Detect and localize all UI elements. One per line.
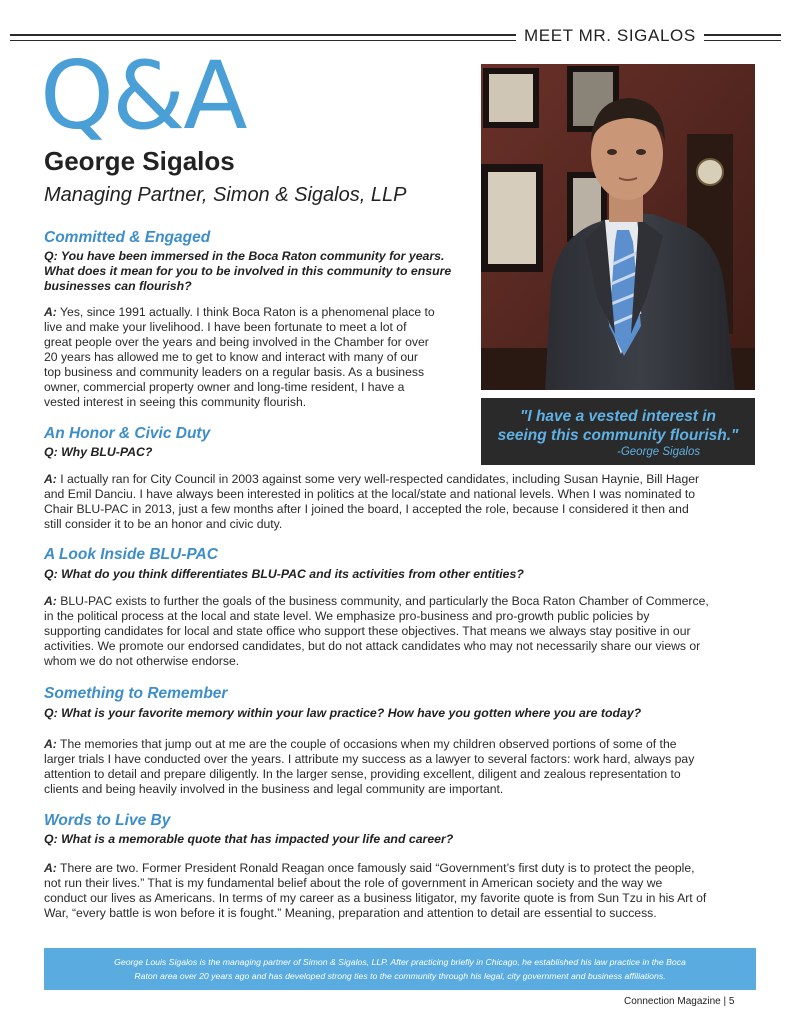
question-honor	[44, 445, 474, 460]
answer-remember	[44, 737, 756, 797]
answer-line: 20 years has allowed me to get to know and interact with many of our	[44, 350, 418, 364]
header-rule-left-thin	[10, 40, 516, 41]
answer-words	[44, 861, 756, 921]
pull-quote-line: seeing this community flourish."	[497, 427, 739, 444]
portrait-illustration	[481, 64, 755, 390]
question-line: Q: What is your favorite memory within your law practice? How have you gotten where you are today?	[44, 706, 642, 720]
answer-line	[44, 305, 474, 320]
answer-line	[44, 594, 756, 609]
answer-line: activities. We promote our endorsed candidates, but do not attack candidates who may not necessarily share our views or	[44, 639, 701, 653]
answer-line	[44, 861, 756, 876]
answer-line: clients and being heavily involved in the business and legal community are important.	[44, 782, 504, 796]
answer-label: A:	[44, 305, 57, 319]
answer-line: larger trials I have conducted over the years. I attribute my success as a lawyer to several factors: work hard, always pay	[44, 752, 695, 766]
qa-title-mark: Q&A	[40, 42, 246, 151]
answer-line: supporting candidates for local and state office who support these objectives. That means we always stay positive in our	[44, 624, 691, 638]
question-line: What does it mean for you to be involved in this community to ensure	[44, 264, 452, 278]
bio-bar	[44, 948, 756, 990]
answer-committed	[44, 305, 474, 410]
answer-line: top business and community leaders on a regular basis. As a business	[44, 365, 425, 379]
question-line: Q: You have been immersed in the Boca Raton community for years.	[44, 249, 445, 263]
answer-inside	[44, 594, 756, 669]
answer-label: A:	[44, 861, 57, 875]
question-committed	[44, 249, 474, 294]
bio-line: Raton area over 20 years ago and has developed strong ties to the community through his legal, city government and business affiliations.	[134, 971, 666, 981]
question-line: Q: What do you think differentiates BLU-PAC and its activities from other entities?	[44, 567, 524, 581]
question-line: businesses can flourish?	[44, 279, 192, 293]
answer-line: owner, commercial property owner and long-time resident, I have a	[44, 380, 405, 394]
answer-text: BLU-PAC exists to further the goals of the business community, and particularly the Boca Raton Chamber of Commerce,	[56, 594, 709, 608]
bio-text	[64, 955, 736, 983]
answer-text: There are two. Former President Ronald Reagan once famously said “Government’s first duty is to protect the people,	[56, 861, 695, 875]
answer-text: Yes, since 1991 actually. I think Boca Raton is a phenomenal place to	[56, 305, 435, 319]
answer-line: in the political process at the local and state level. We emphasize pro-business and pro-growth public policies by	[44, 609, 650, 623]
answer-line	[44, 472, 756, 487]
pull-quote-author: -George Sigalos	[617, 446, 701, 458]
question-inside	[44, 567, 756, 582]
question-line: Q: Why BLU-PAC?	[44, 445, 153, 459]
portrait-photo	[481, 64, 755, 390]
answer-line: vested interest in seeing this community flourish.	[44, 395, 307, 409]
answer-label: A:	[44, 737, 57, 751]
bio-line: George Louis Sigalos is the managing partner of Simon & Sigalos, LLP. After practicing briefly in Chicago, he established his law practice in the Boca	[114, 957, 686, 967]
answer-line: War, “every battle is won before it is fought.” Meaning, preparation and attention to detail are essential to success.	[44, 906, 657, 920]
header-rule-right-thin	[704, 40, 781, 41]
section-heading-words: Words to Live By	[44, 812, 171, 829]
answer-line: not run their lives.” That is my fundamental belief about the role of government in American society and the way we	[44, 876, 663, 890]
section-heading-committed: Committed & Engaged	[44, 229, 211, 246]
answer-line: whom we do not otherwise endorse.	[44, 654, 240, 668]
question-words	[44, 832, 756, 847]
answer-line: live and make your livelihood. I have been fortunate to meet a lot of	[44, 320, 407, 334]
answer-honor	[44, 472, 756, 532]
answer-text: The memories that jump out at me are the couple of occasions when my children observed portions of some of the	[56, 737, 677, 751]
header-rule-left	[10, 34, 516, 36]
page-footer: Connection Magazine | 5	[624, 996, 735, 1007]
person-name: George Sigalos	[44, 146, 235, 176]
section-heading-inside: A Look Inside BLU-PAC	[44, 546, 218, 563]
answer-line: attention to detail and prepare diligently. In the larger sense, providing excellent, diligent and zealous representation to	[44, 767, 681, 781]
answer-line: great people over the years and being involved in the Chamber for over	[44, 335, 429, 349]
answer-line: and Emil Danciu. I have always been interested in politics at the local/state and national levels. When I was nominated to	[44, 487, 696, 501]
answer-line	[44, 737, 756, 752]
answer-line: Chair BLU-PAC in 2013, just a few months after I joined the board, I accepted the role, because I considered it then and	[44, 502, 689, 516]
question-remember	[44, 706, 756, 721]
answer-line: still consider it to be an honor and civic duty.	[44, 517, 283, 531]
header-rule-right	[704, 34, 781, 36]
section-title: MEET MR. SIGALOS	[524, 26, 696, 45]
pull-quote-line: "I have a vested interest in	[519, 408, 716, 425]
answer-text: I actually ran for City Council in 2003 against some very well-respected candidates, including Susan Haynie, Bill Hager	[56, 472, 700, 486]
pull-quote-box	[481, 398, 755, 465]
section-heading-honor: An Honor & Civic Duty	[44, 425, 211, 442]
answer-label: A:	[44, 472, 57, 486]
answer-label: A:	[44, 594, 57, 608]
answer-line: conduct our lives as Americans. In terms of my career as a business litigator, my favorite quote is from Sun Tzu in his Art of	[44, 891, 707, 905]
section-heading-remember: Something to Remember	[44, 685, 228, 702]
pull-quote-text	[481, 407, 755, 445]
question-line: Q: What is a memorable quote that has impacted your life and career?	[44, 832, 454, 846]
person-title: Managing Partner, Simon & Sigalos, LLP	[44, 184, 407, 206]
